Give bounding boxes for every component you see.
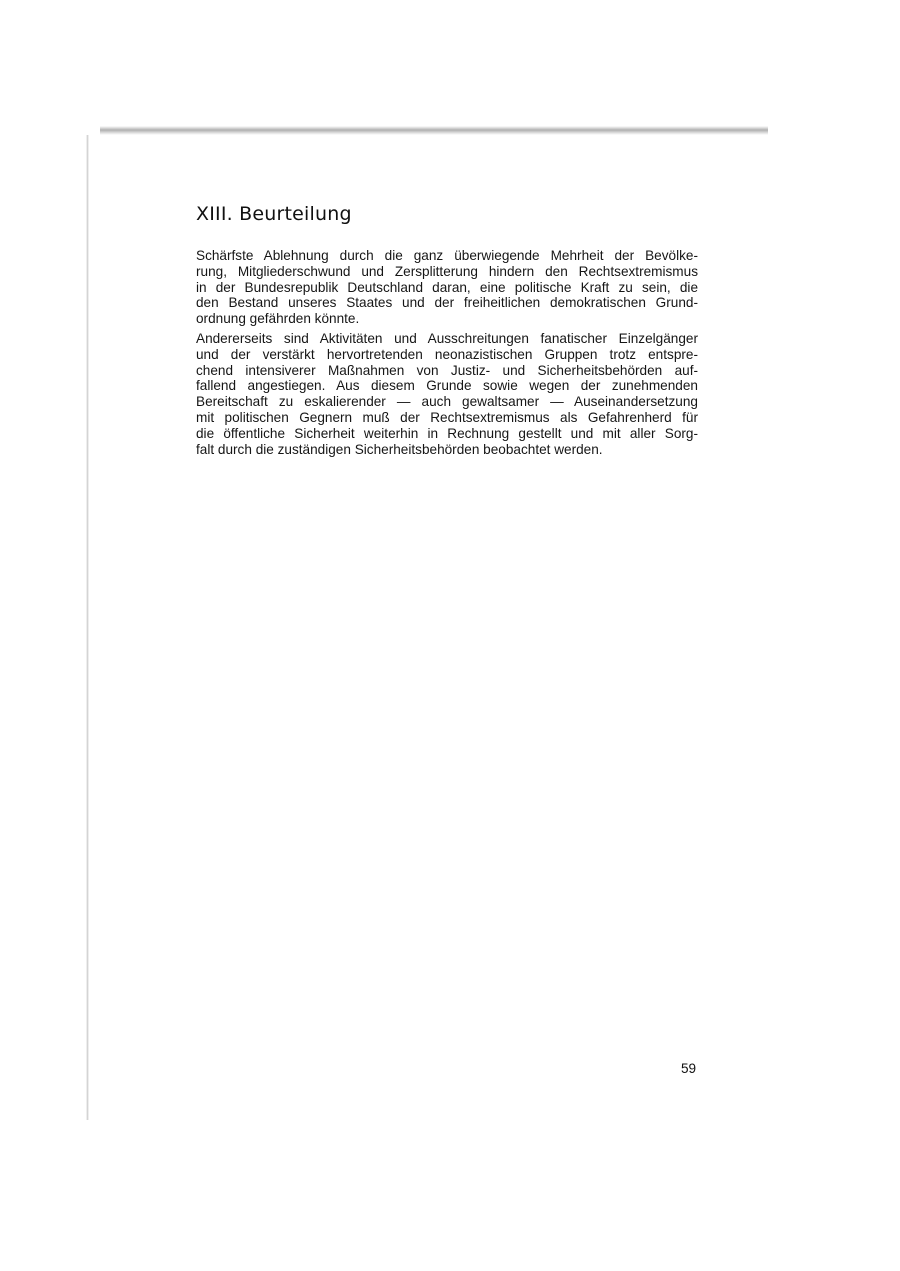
- text-line: ordnung gefährden könnte.: [196, 311, 360, 327]
- section-title: XIII. Beurteilung: [196, 203, 352, 225]
- text-line: die öffentliche Sicherheit weiterhin in Rechnung gestellt und mit aller Sorg-: [196, 425, 698, 441]
- text-line: und der verstärkt hervortretenden neonazistischen Gruppen trotz entspre-: [196, 346, 698, 362]
- text-line: rung, Mitgliederschwund und Zersplitterung hindern den Rechtsextremismus: [196, 263, 698, 279]
- text-line: falt durch die zuständigen Sicherheitsbehörden beobachtet werden.: [196, 441, 603, 457]
- text-line: fallend angestiegen. Aus diesem Grunde sowie wegen der zunehmenden: [196, 378, 698, 394]
- paragraph-1: [196, 248, 698, 327]
- text-line: Bereitschaft zu eskalierender — auch gewaltsamer — Auseinandersetzung: [196, 394, 698, 410]
- paragraph-2: [196, 331, 698, 457]
- body-text: [196, 248, 698, 461]
- page-number: 59: [681, 1061, 697, 1076]
- text-line: in der Bundesrepublik Deutschland daran, eine politische Kraft zu sein, die: [196, 279, 698, 295]
- text-line: mit politischen Gegnern muß der Rechtsextremismus als Gefahrenherd für: [196, 409, 698, 425]
- text-line: chend intensiverer Maßnahmen von Justiz- und Sicherheitsbehörden auf-: [196, 362, 698, 378]
- text-line: Schärfste Ablehnung durch die ganz überwiegende Mehrheit der Bevölke-: [196, 248, 698, 263]
- text-line: den Bestand unseres Staates und der freiheitlichen demokratischen Grund-: [196, 295, 698, 311]
- text-line: Andererseits sind Aktivitäten und Ausschreitungen fanatischer Einzelgänger: [196, 330, 698, 346]
